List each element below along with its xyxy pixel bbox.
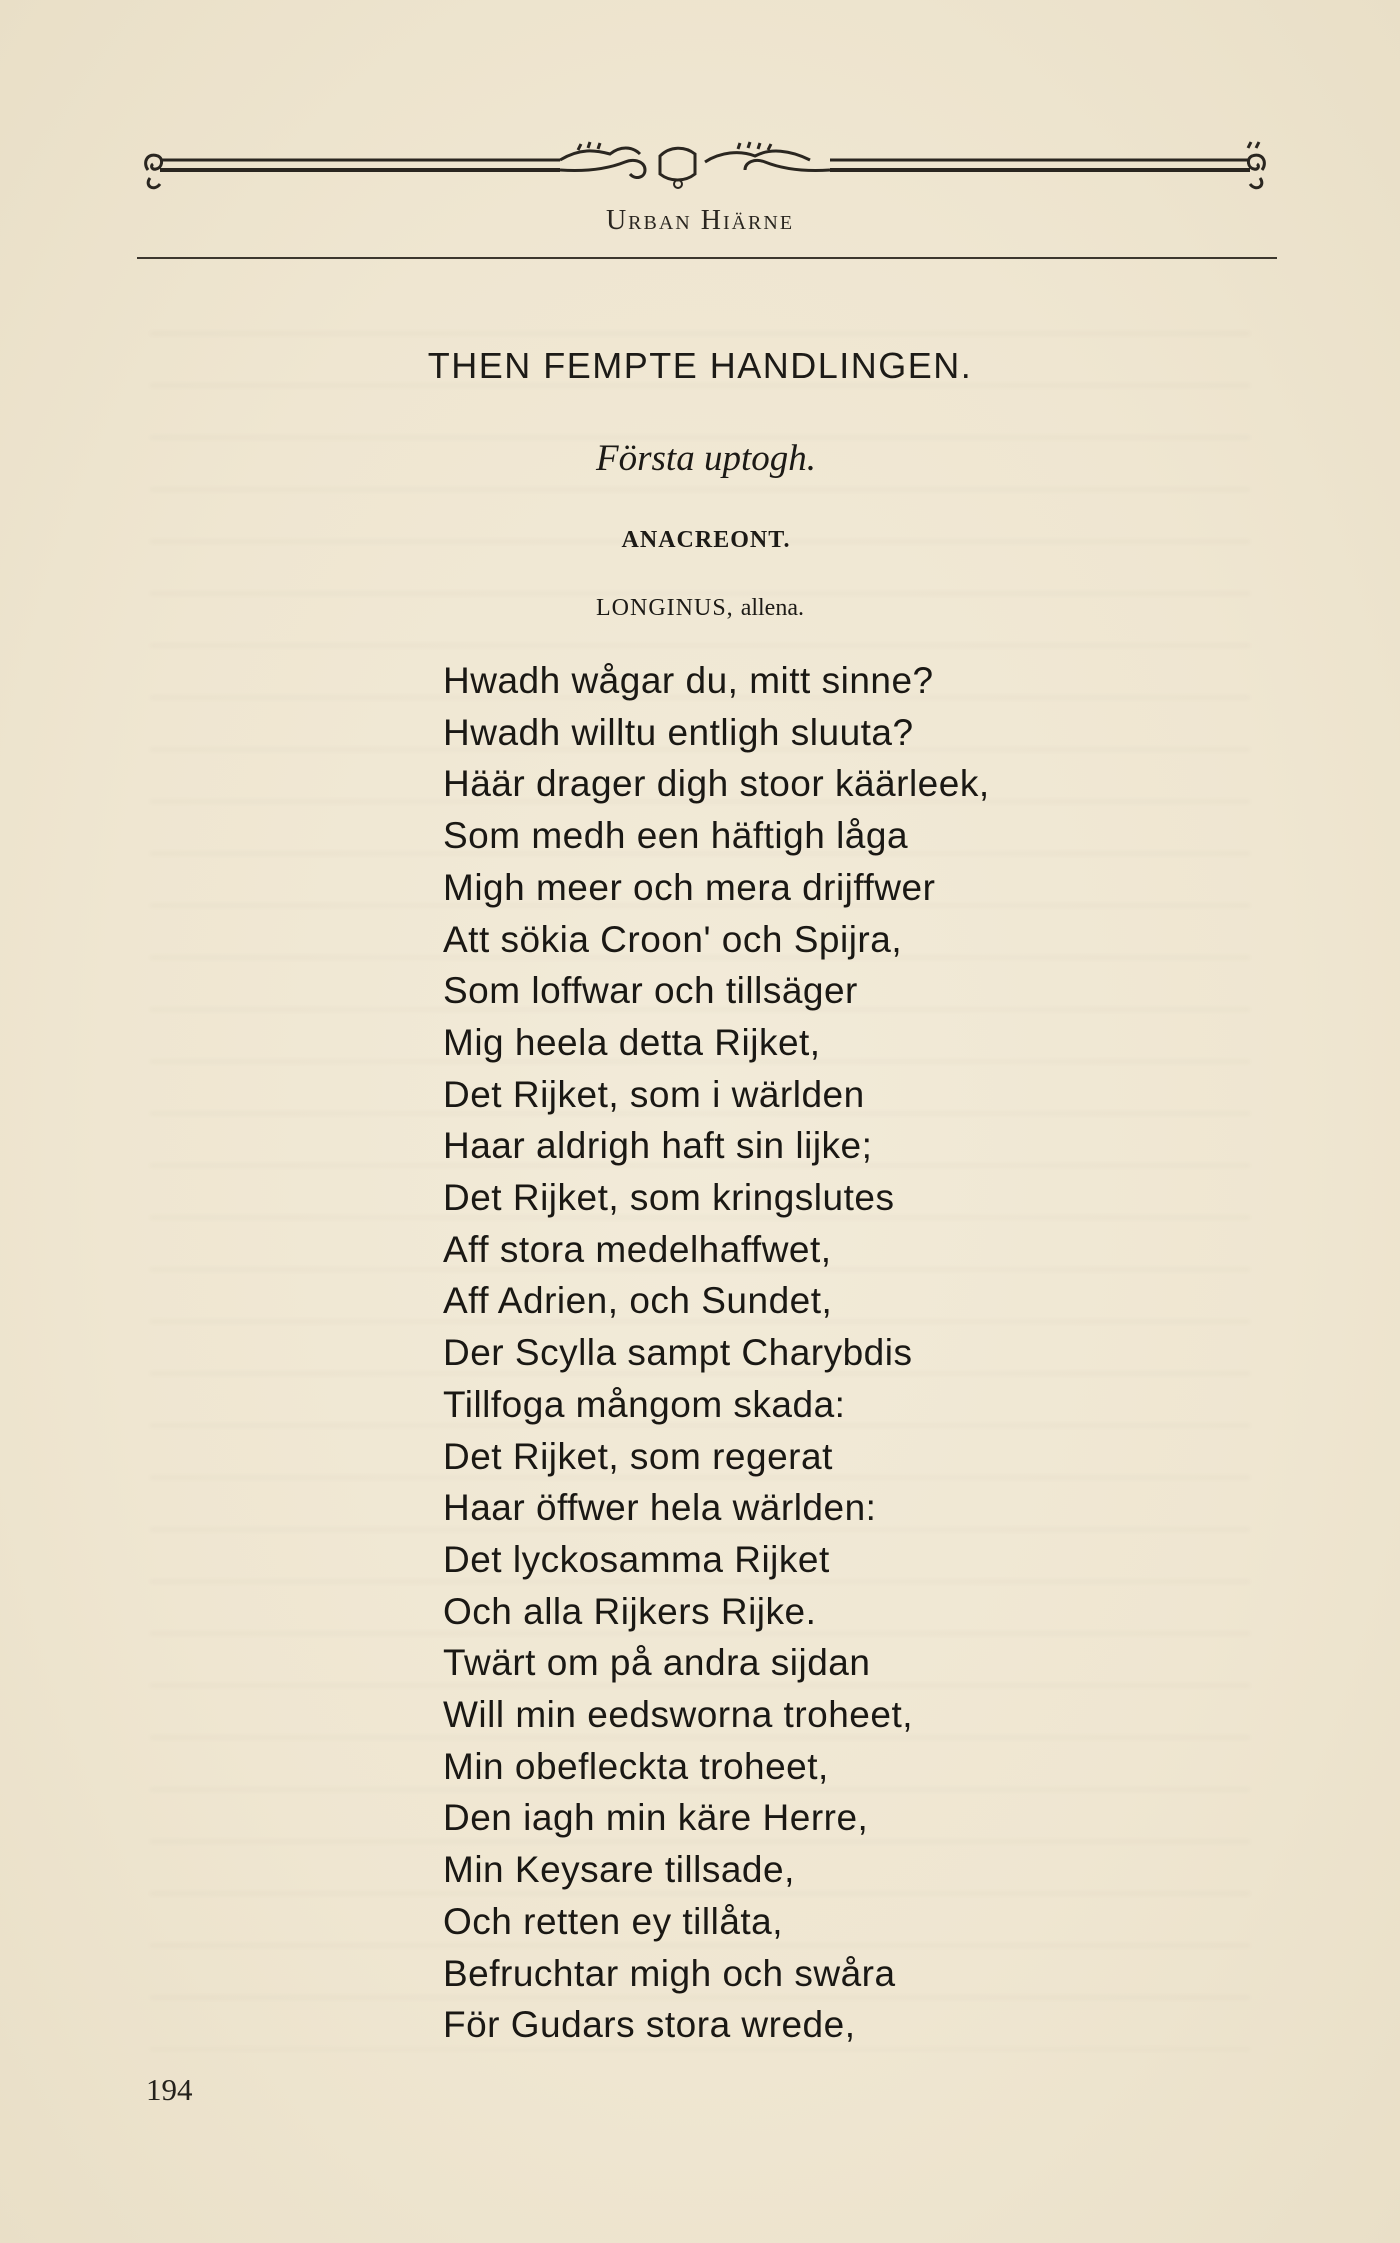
verse-line: Min obefleckta troheet,	[443, 1745, 829, 1787]
verse-line: Som medh een häftigh låga	[443, 815, 909, 857]
ornamental-rule-icon	[140, 140, 1270, 195]
verse-line: Twärt om på andra sijdan	[443, 1642, 871, 1684]
verse-line: Min Keysare tillsade,	[443, 1849, 795, 1891]
verse-line: Som loffwar och tillsäger	[443, 970, 858, 1012]
verse-line: Will min eedsworna troheet,	[443, 1694, 914, 1736]
verse-line: Aff Adrien, och Sundet,	[443, 1280, 833, 1322]
verse-line: Och retten ey tillåta,	[443, 1900, 784, 1942]
running-head: Urban Hiärne	[605, 205, 795, 236]
verse-line: Att sökia Croon' och Spijra,	[443, 918, 903, 960]
page-number: 194	[146, 2072, 193, 2107]
verse-line: För Gudars stora wrede,	[443, 2004, 856, 2046]
verse-line: Der Scylla sampt Charybdis	[443, 1332, 913, 1374]
verse-line: Det Rijket, som i wärlden	[443, 1073, 865, 1115]
verse-line: Befruchtar migh och swåra	[443, 1952, 896, 1994]
verse-line: Det Rijket, som regerat	[443, 1435, 833, 1477]
speaker-name: LONGINUS,	[596, 595, 734, 621]
verse-line: Det lyckosamma Rijket	[443, 1538, 830, 1580]
header-divider	[137, 257, 1277, 259]
speaker-heading-anacreont: ANACREONT.	[621, 527, 791, 553]
verse-line: Tillfoga mångom skada:	[443, 1383, 846, 1425]
act-title: THEN FEMPTE HANDLINGEN.	[427, 345, 973, 386]
verse-block	[443, 655, 990, 2051]
verse-line: Häär drager digh stoor käärleek,	[443, 763, 990, 805]
verse-line: Mig heela detta Rijket,	[443, 1021, 821, 1063]
verse-line: Hwadh wågar du, mitt sinne?	[443, 660, 934, 701]
verse-line: Och alla Rijkers Rijke.	[443, 1590, 817, 1632]
verse-line: Hwadh willtu entligh sluuta?	[443, 711, 914, 753]
verse-line: Haar aldrigh haft sin lijke;	[443, 1125, 873, 1167]
verse-line: Haar öffwer hela wärlden:	[443, 1487, 877, 1529]
verse-line: Migh meer och mera drijffwer	[443, 866, 936, 908]
verse-line: Aff stora medelhaffwet,	[443, 1228, 832, 1270]
scene-title: Första uptogh.	[596, 438, 816, 479]
speaker-heading-longinus	[0, 595, 1400, 622]
stage-direction: allena.	[740, 595, 804, 621]
verse-line: Den iagh min käre Herre,	[443, 1797, 869, 1839]
verse-line: Det Rijket, som kringslutes	[443, 1177, 895, 1219]
